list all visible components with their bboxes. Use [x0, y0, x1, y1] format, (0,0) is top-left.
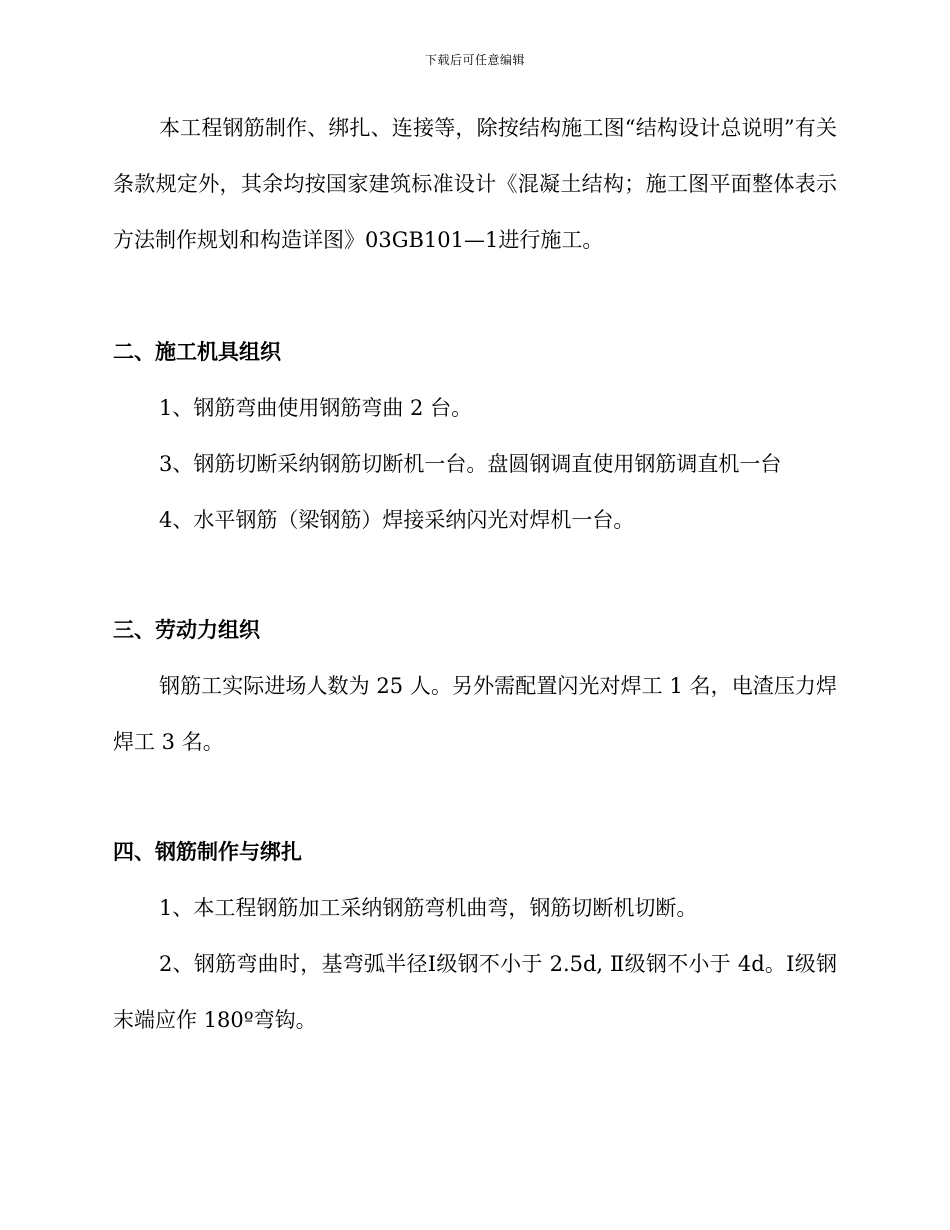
- rebar-item-2: 2、钢筋弯曲时，基弯弧半径Ⅰ级钢不小于 2.5d, Ⅱ级钢不小于 4d。Ⅰ级钢末端应作 180º弯钩。: [113, 952, 837, 1032]
- section-heading-rebar: 四、钢筋制作与绑扎: [113, 840, 302, 864]
- rebar-item-1: 1、本工程钢筋加工采纳钢筋弯机曲弯，钢筋切断机切断。: [159, 896, 698, 920]
- section-heading-machinery: 二、施工机具组织: [113, 340, 281, 364]
- machinery-item-1: 1、钢筋弯曲使用钢筋弯曲 2 台。: [159, 396, 473, 420]
- section-heading-labor: 三、劳动力组织: [113, 618, 260, 642]
- document-body: [113, 100, 837, 1048]
- machinery-item-2: 3、钢筋切断采纳钢筋切断机一台。盘圆钢调直使用钢筋调直机一台: [159, 452, 782, 476]
- intro-paragraph: 本工程钢筋制作、绑扎、连接等，除按结构施工图“结构设计总说明”有关条款规定外，其余均按国家建筑标准设计《混凝土结构；施工图平面整体表示方法制作规划和构造详图》03GB101—1进行施工。: [113, 116, 837, 252]
- spacer: [113, 770, 837, 824]
- spacer: [113, 548, 837, 602]
- machinery-item-3: 4、水平钢筋（梁钢筋）焊接采纳闪光对焊机一台。: [159, 508, 635, 532]
- labor-paragraph: 钢筋工实际进场人数为 25 人。另外需配置闪光对焊工 1 名，电渣压力焊焊工 3 名。: [113, 674, 837, 754]
- spacer: [113, 268, 837, 324]
- page-header: 下载后可任意编辑: [424, 53, 525, 67]
